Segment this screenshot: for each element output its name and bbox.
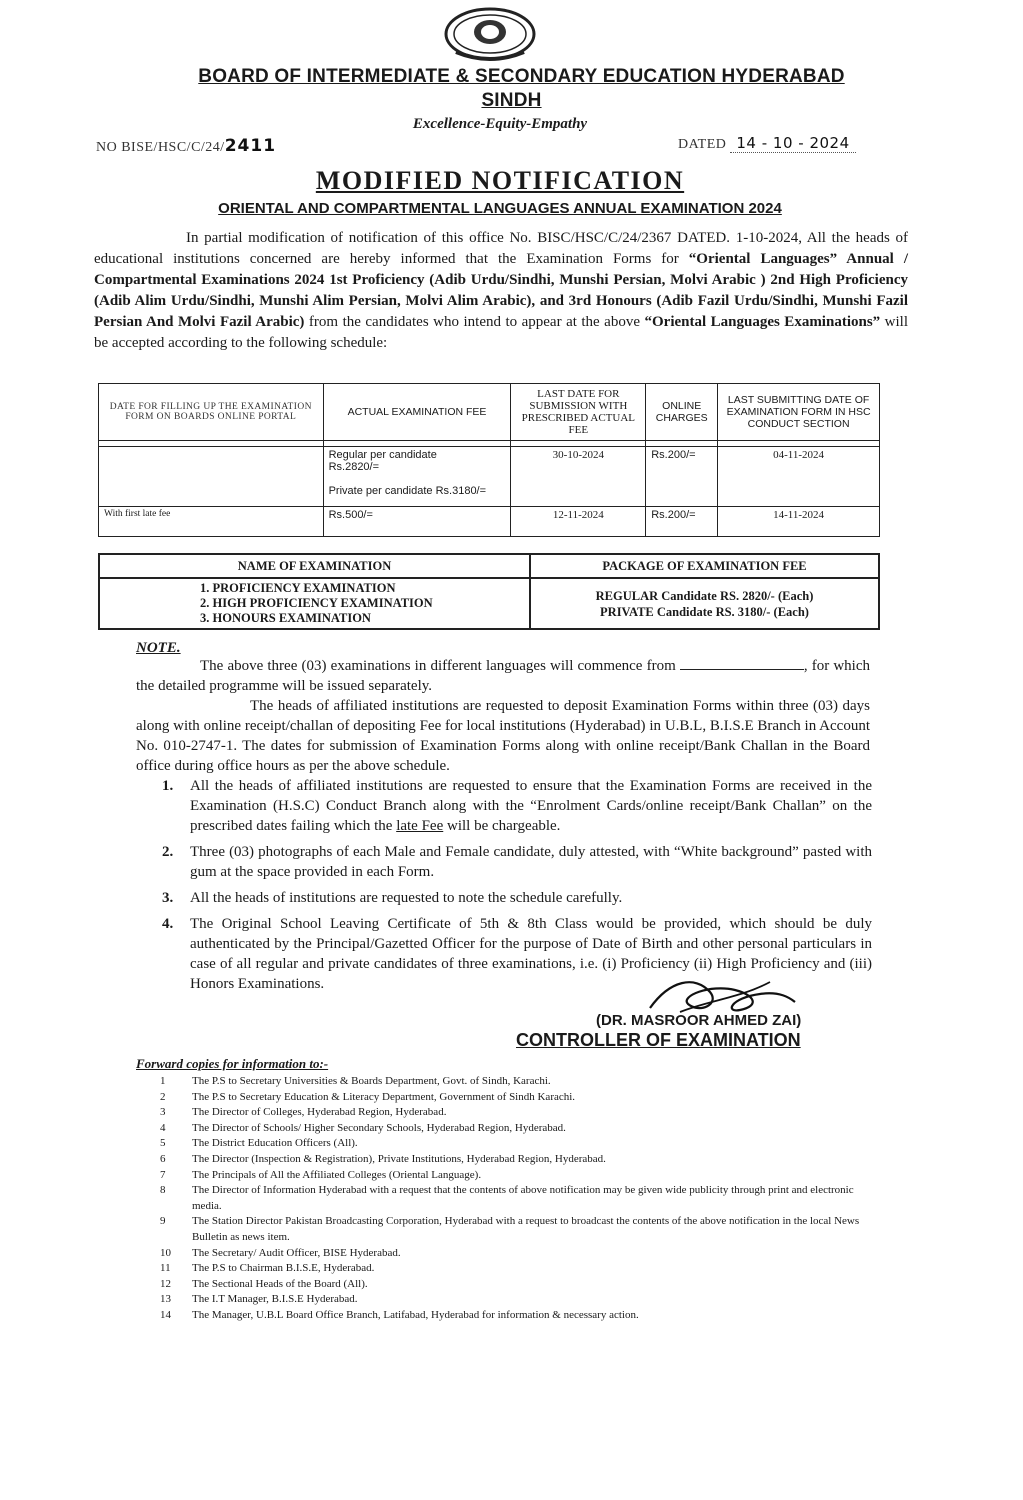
item-text: Three (03) photographs of each Male and Female candidate, duly attested, with “White background” pasted with gum at the space provided in each Form. <box>190 844 872 880</box>
package-body-row <box>99 578 879 629</box>
forward-copies-list <box>160 1074 872 1324</box>
item-number: 3 <box>160 1106 166 1119</box>
list-item <box>160 1214 872 1245</box>
list-item <box>162 842 872 882</box>
package-exam-names <box>99 578 530 629</box>
item-number: 8 <box>160 1184 166 1197</box>
package-fee-private: PRIVATE Candidate RS. 3180/- (Each) <box>600 604 809 619</box>
schedule-header-fee: ACTUAL EXAMINATION FEE <box>323 384 511 441</box>
schedule-cell-date: With first late fee <box>99 507 324 537</box>
page-subtitle: ORIENTAL AND COMPARTMENTAL LANGUAGES ANNUAL EXAMINATION 2024 <box>218 200 782 217</box>
item-number: 9 <box>160 1215 166 1228</box>
signatory-name: (DR. MASROOR AHMED ZAI) <box>596 1012 802 1029</box>
schedule-cell-date <box>99 447 324 507</box>
schedule-cell-fee <box>323 447 511 507</box>
schedule-header-last-date: LAST DATE FOR SUBMISSION WITH PRESCRIBED ACTUAL FEE <box>511 384 646 441</box>
dated-field <box>678 134 856 153</box>
list-item <box>160 1168 872 1184</box>
note-text-1b: , for which the detailed programme will be issued separately. <box>136 658 870 694</box>
dated-value: 14 - 10 - 2024 <box>730 134 855 153</box>
schedule-header-date: DATE FOR FILLING UP THE EXAMINATION FORM ON BOARDS ONLINE PORTAL <box>99 384 324 441</box>
item-number: 4 <box>160 1121 166 1134</box>
board-name-line1: BOARD OF INTERMEDIATE & SECONDARY EDUCATION HYDERABAD <box>198 66 845 87</box>
list-item <box>160 1246 872 1262</box>
item-number: 3. <box>162 890 174 906</box>
commence-date-blank <box>680 657 804 670</box>
item-text: The P.S to Chairman B.I.S.E, Hyderabad. <box>192 1262 375 1275</box>
note-paragraph-2 <box>136 696 870 776</box>
item-number: 11 <box>160 1262 171 1275</box>
dated-label: DATED <box>678 137 727 152</box>
item-number: 10 <box>160 1246 171 1259</box>
fee-private: Private per candidate Rs.3180/= <box>328 485 487 497</box>
list-item <box>160 1183 872 1214</box>
item-text: The I.T Manager, B.I.S.E Hyderabad. <box>192 1293 358 1306</box>
instruction-list <box>162 776 872 1000</box>
package-header-row <box>99 554 879 578</box>
item-number: 7 <box>160 1168 166 1181</box>
list-item <box>160 1136 872 1152</box>
note-text-1a: The above three (03) examinations in different languages will commence from <box>200 658 676 674</box>
item-text: The Director of Colleges, Hyderabad Region, Hyderabad. <box>192 1106 447 1119</box>
board-name-line2: SINDH <box>481 90 542 111</box>
item-text: All the heads of institutions are requested to note the schedule carefully. <box>190 890 623 906</box>
board-motto: Excellence-Equity-Empathy <box>412 116 588 132</box>
signatory-title: CONTROLLER OF EXAMINATION <box>516 1030 801 1050</box>
board-seal-icon <box>442 6 538 62</box>
list-item <box>160 1074 872 1090</box>
item-number: 6 <box>160 1152 166 1165</box>
schedule-cell-submit: 14-11-2024 <box>718 507 880 537</box>
item-text: The Director (Inspection & Registration), Private Institutions, Hyderabad Region, Hyderabad. <box>192 1152 606 1165</box>
item-text: The P.S to Secretary Education & Literacy Department, Government of Sindh Karachi. <box>192 1090 576 1103</box>
item-number: 4. <box>162 916 174 932</box>
item-text: The Principals of All the Affiliated Colleges (Oriental Language). <box>192 1168 482 1181</box>
list-item <box>160 1308 872 1324</box>
package-header-name: NAME OF EXAMINATION <box>99 554 530 578</box>
package-fee-regular: REGULAR Candidate RS. 2820/- (Each) <box>595 588 814 603</box>
list-item <box>162 776 872 836</box>
item-number: 12 <box>160 1277 171 1290</box>
item-text-a: All the heads of affiliated institutions are requested to ensure that the Examination Forms are received in the Examination (H.S.C) Conduct Branch along with the “Enrolment Cards/online receipt/Bank Challan” on the prescribed dates failing which the <box>190 778 872 834</box>
item-text-b: will be chargeable. <box>443 818 561 834</box>
intro-text-2: from the candidates who intend to appear at the above <box>304 314 645 330</box>
intro-bold-1: “Oriental Languages” Annual / Compartmental Examinations 2024 1st Proficiency (Adib Urdu/Sindhi, Munshi Persian, Molvi Arabic ) 2nd High Proficiency (Adib Alim Urdu/Sindhi, Munshi Alim Persian, Molvi Alim Arabic), and 3rd Honours (Adib Fazil Urdu/Sindhi, Munshi Fazil Persian And Molvi Fazil Arabic) <box>94 251 908 330</box>
item-number: 14 <box>160 1308 171 1321</box>
item-text: The P.S to Secretary Universities & Boards Department, Govt. of Sindh, Karachi. <box>192 1075 551 1087</box>
item-text: The Original School Leaving Certificate of 5th & 8th Class would be provided, which should be duly authenticated by the Principal/Gazetted Officer for the purpose of Date of Birth and other personal particulars in case of all regular and private candidates of three examinations, i.e. (i) Proficiency (ii) High Proficiency and (iii) Honors Examinations. <box>190 916 872 992</box>
item-text: The Secretary/ Audit Officer, BISE Hyderabad. <box>192 1246 401 1259</box>
schedule-cell-submit: 04-11-2024 <box>718 447 880 507</box>
item-text: The Station Director Pakistan Broadcasting Corporation, Hyderabad with a request to broadcast the contents of the above notification in the local News Bulletin as news item. <box>192 1215 860 1243</box>
schedule-header-online: ONLINE CHARGES <box>646 384 718 441</box>
schedule-table <box>98 383 880 537</box>
table-row <box>99 507 880 537</box>
reference-number <box>96 136 276 156</box>
exam-name: 3. HONOURS EXAMINATION <box>200 611 371 625</box>
item-number: 1. <box>162 778 174 794</box>
item-text <box>190 776 872 836</box>
late-fee-text: late Fee <box>396 818 444 834</box>
reference-prefix: NO BISE/HSC/C/24/ <box>96 140 225 155</box>
list-item <box>162 888 872 908</box>
item-text: The Manager, U.B.L Board Office Branch, Latifabad, Hyderabad for information & necessary action. <box>192 1308 639 1321</box>
item-number: 5 <box>160 1137 166 1150</box>
schedule-cell-fee: Rs.500/= <box>323 507 511 537</box>
page-title: MODIFIED NOTIFICATION <box>315 166 685 195</box>
item-text: The District Education Officers (All). <box>192 1137 358 1150</box>
note-text-2: The heads of affiliated institutions are requested to deposit Examination Forms within three (03) days along with online receipt/challan of depositing Fee for local institutions (Hyderabad) in U.B.L, B.I.S.E Branch in Account No. 010-2747-1. The dates for submission of Examination Forms along with online receipt/Bank Challan in the Board office during office hours as per the above schedule. <box>136 698 870 774</box>
table-row <box>99 447 880 507</box>
list-item <box>160 1090 872 1106</box>
item-text: The Director of Information Hyderabad with a request that the contents of above notification may be given wide publicity through print and electronic media. <box>192 1184 854 1212</box>
exam-name: 1. PROFICIENCY EXAMINATION <box>200 581 396 595</box>
package-fee <box>530 578 879 629</box>
schedule-header-row <box>99 384 880 441</box>
note-paragraph-1 <box>136 656 870 696</box>
forward-copies-heading: Forward copies for information to:- <box>136 1056 329 1071</box>
item-number: 1 <box>160 1075 166 1087</box>
intro-bold-2: “Oriental Languages Examinations” <box>644 314 881 330</box>
list-item <box>160 1261 872 1277</box>
list-item <box>160 1121 872 1137</box>
item-number: 2 <box>160 1090 166 1103</box>
intro-paragraph <box>94 228 908 354</box>
exam-name: 2. HIGH PROFICIENCY EXAMINATION <box>200 596 433 610</box>
reference-handwritten-number: 2411 <box>224 136 277 156</box>
list-item <box>160 1292 872 1308</box>
exam-package-table <box>98 553 880 630</box>
item-number: 2. <box>162 844 174 860</box>
schedule-cell-online: Rs.200/= <box>646 507 718 537</box>
note-heading: NOTE. <box>136 640 181 656</box>
item-text: The Sectional Heads of the Board (All). <box>192 1277 368 1290</box>
package-header-fee: PACKAGE OF EXAMINATION FEE <box>530 554 879 578</box>
fee-regular: Regular per candidate Rs.2820/= <box>328 449 437 473</box>
intro-text-3: will be accepted according to the following schedule: <box>94 314 908 351</box>
item-text: The Director of Schools/ Higher Secondary Schools, Hyderabad Region, Hyderabad. <box>192 1121 566 1134</box>
item-number: 13 <box>160 1293 171 1306</box>
list-item <box>160 1105 872 1121</box>
list-item <box>160 1277 872 1293</box>
schedule-cell-last-date: 12-11-2024 <box>511 507 646 537</box>
schedule-cell-online: Rs.200/= <box>646 447 718 507</box>
schedule-cell-last-date: 30-10-2024 <box>511 447 646 507</box>
schedule-header-submit: LAST SUBMITTING DATE OF EXAMINATION FORM IN HSC CONDUCT SECTION <box>718 384 880 441</box>
list-item <box>160 1152 872 1168</box>
intro-text-1: In partial modification of notification of this office No. BISC/HSC/C/24/2367 DATED. 1-10-2024, All the heads of educational institutions concerned are hereby informed that the Examination Forms for <box>94 230 908 267</box>
